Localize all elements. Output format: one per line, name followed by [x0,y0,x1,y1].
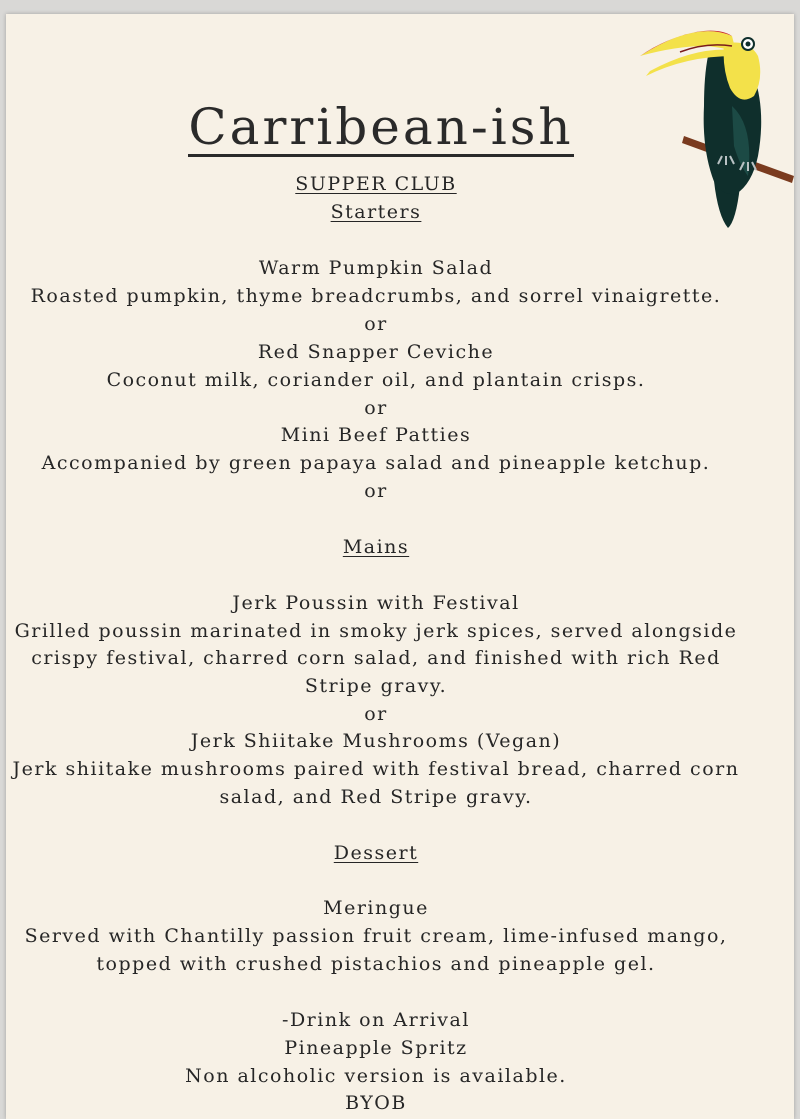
main-2-description-line: Jerk shiitake mushrooms paired with festival bread, charred corn [12,758,740,780]
drink-note: Non alcoholic version is available. [185,1065,567,1087]
mains-heading: Mains [342,536,410,558]
main-1-description-line: Stripe gravy. [304,675,448,697]
menu-title: Carribean-ish [188,98,574,156]
starters-heading: Starters [330,201,422,223]
main-1-name: Jerk Poussin with Festival [232,592,520,614]
starter-2-description: Coconut milk, coriander oil, and plantain crisps. [106,369,646,391]
byob-text: BYOB [345,1092,407,1114]
dessert-description-line: Served with Chantilly passion fruit cream, lime-infused mango, [24,925,728,947]
or-separator: or [364,703,388,725]
drink-heading: -Drink on Arrival [282,1009,470,1031]
dessert-description-line: topped with crushed pistachios and pineapple gel. [96,953,656,975]
subtitle: SUPPER CLUB [295,173,457,195]
or-separator: or [364,480,388,502]
main-2-name: Jerk Shiitake Mushrooms (Vegan) [190,730,562,752]
dessert-heading: Dessert [333,842,419,864]
or-separator: or [364,397,388,419]
or-separator: or [364,313,388,335]
main-1-description-line: Grilled poussin marinated in smoky jerk spices, served alongside [14,620,738,642]
starter-1-name: Warm Pumpkin Salad [258,257,494,279]
dessert-name: Meringue [323,897,429,919]
starter-3-name: Mini Beef Patties [280,424,472,446]
starter-3-description: Accompanied by green papaya salad and pineapple ketchup. [41,452,711,474]
starter-1-description: Roasted pumpkin, thyme breadcrumbs, and sorrel vinaigrette. [30,285,722,307]
menu-page [6,14,794,1119]
main-1-description-line: crispy festival, charred corn salad, and finished with rich Red [31,647,721,669]
toucan-icon [636,16,794,231]
starter-2-name: Red Snapper Ceviche [257,341,495,363]
drink-name: Pineapple Spritz [284,1037,468,1059]
main-2-description-line: salad, and Red Stripe gravy. [219,786,533,808]
